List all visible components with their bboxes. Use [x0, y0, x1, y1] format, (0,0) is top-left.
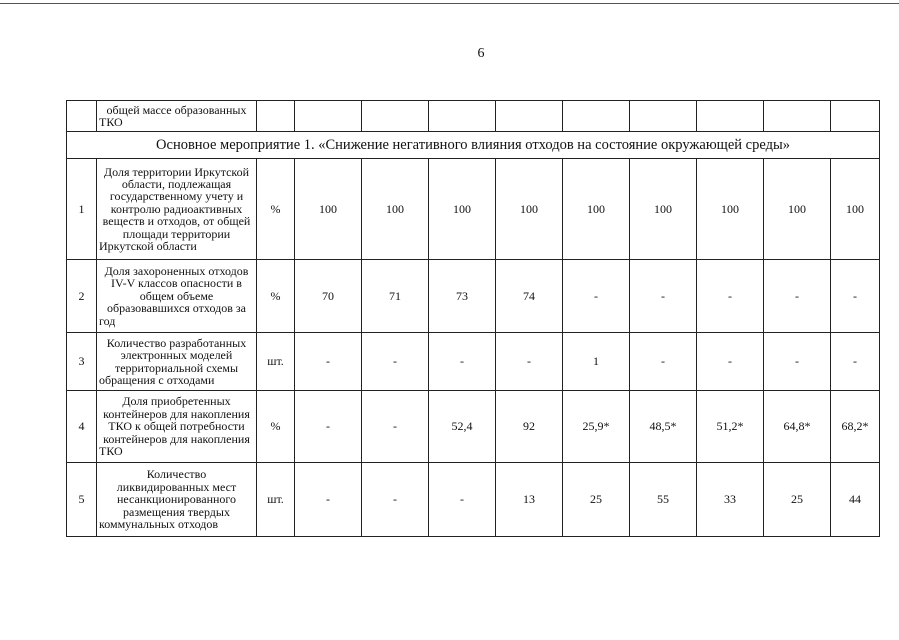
- value-cell: -: [362, 333, 429, 391]
- section-row: [67, 132, 880, 159]
- table-row: [67, 463, 880, 537]
- row-number: [67, 101, 97, 132]
- value-cell: 55: [630, 463, 697, 537]
- value-cell: 74: [496, 260, 563, 333]
- value-cell: 48,5*: [630, 391, 697, 463]
- indicator-name: Доля приобретенных контейнеров для накопления ТКО к общей потребности контейнеров для накопления ТКО: [97, 391, 257, 463]
- value-cell: -: [295, 333, 362, 391]
- value-cell: 100: [295, 159, 362, 260]
- indicator-name: Количество разработанных электронных моделей территориальной схемы обращения с отходами: [97, 333, 257, 391]
- value-cell: -: [295, 391, 362, 463]
- value-cell: [496, 101, 563, 132]
- value-cell: 73: [429, 260, 496, 333]
- table-row: [67, 391, 880, 463]
- unit-cell: [257, 101, 295, 132]
- value-cell: 64,8*: [764, 391, 831, 463]
- value-cell: [429, 101, 496, 132]
- value-cell: 100: [563, 159, 630, 260]
- value-cell: 100: [831, 159, 880, 260]
- unit-cell: %: [257, 159, 295, 260]
- indicators-table: [66, 100, 880, 537]
- value-cell: -: [630, 260, 697, 333]
- value-cell: 25: [764, 463, 831, 537]
- value-cell: -: [362, 391, 429, 463]
- unit-cell: %: [257, 260, 295, 333]
- indicator-name: Доля захороненных отходов IV-V классов опасности в общем объеме образовавшихся отходов за год: [97, 260, 257, 333]
- value-cell: -: [764, 260, 831, 333]
- value-cell: -: [563, 260, 630, 333]
- value-cell: 71: [362, 260, 429, 333]
- value-cell: [362, 101, 429, 132]
- row-number: 3: [67, 333, 97, 391]
- value-cell: -: [831, 333, 880, 391]
- value-cell: 68,2*: [831, 391, 880, 463]
- value-cell: 1: [563, 333, 630, 391]
- value-cell: 100: [630, 159, 697, 260]
- table-row: [67, 101, 880, 132]
- value-cell: 100: [697, 159, 764, 260]
- top-rule: [0, 3, 899, 4]
- value-cell: 25: [563, 463, 630, 537]
- value-cell: -: [831, 260, 880, 333]
- value-cell: -: [697, 333, 764, 391]
- value-cell: -: [697, 260, 764, 333]
- value-cell: 25,9*: [563, 391, 630, 463]
- value-cell: -: [764, 333, 831, 391]
- row-number: 5: [67, 463, 97, 537]
- table-row: [67, 159, 880, 260]
- indicator-name: общей массе образованных ТКО: [97, 101, 257, 132]
- value-cell: 92: [496, 391, 563, 463]
- table-row: [67, 260, 880, 333]
- unit-cell: %: [257, 391, 295, 463]
- value-cell: 100: [429, 159, 496, 260]
- value-cell: [764, 101, 831, 132]
- value-cell: 100: [496, 159, 563, 260]
- unit-cell: шт.: [257, 333, 295, 391]
- value-cell: 51,2*: [697, 391, 764, 463]
- value-cell: 70: [295, 260, 362, 333]
- indicator-name: Доля территории Иркутской области, подлежащая государственному учету и контролю радиоактивных веществ и отходов, от общей площади территории Иркутской области: [97, 159, 257, 260]
- value-cell: 44: [831, 463, 880, 537]
- value-cell: 100: [764, 159, 831, 260]
- row-number: 1: [67, 159, 97, 260]
- value-cell: [630, 101, 697, 132]
- value-cell: -: [429, 463, 496, 537]
- table-row: [67, 333, 880, 391]
- indicator-name: Количество ликвидированных мест несанкционированного размещения твердых коммунальных отходов: [97, 463, 257, 537]
- row-number: 4: [67, 391, 97, 463]
- value-cell: -: [496, 333, 563, 391]
- value-cell: [563, 101, 630, 132]
- value-cell: [295, 101, 362, 132]
- value-cell: [697, 101, 764, 132]
- value-cell: 100: [362, 159, 429, 260]
- value-cell: -: [630, 333, 697, 391]
- section-title: Основное мероприятие 1. «Снижение негативного влияния отходов на состояние окружающей среды»: [67, 132, 880, 159]
- page-number: 6: [477, 46, 485, 61]
- value-cell: [831, 101, 880, 132]
- unit-cell: шт.: [257, 463, 295, 537]
- value-cell: -: [362, 463, 429, 537]
- row-number: 2: [67, 260, 97, 333]
- value-cell: -: [429, 333, 496, 391]
- value-cell: -: [295, 463, 362, 537]
- value-cell: 33: [697, 463, 764, 537]
- value-cell: 52,4: [429, 391, 496, 463]
- value-cell: 13: [496, 463, 563, 537]
